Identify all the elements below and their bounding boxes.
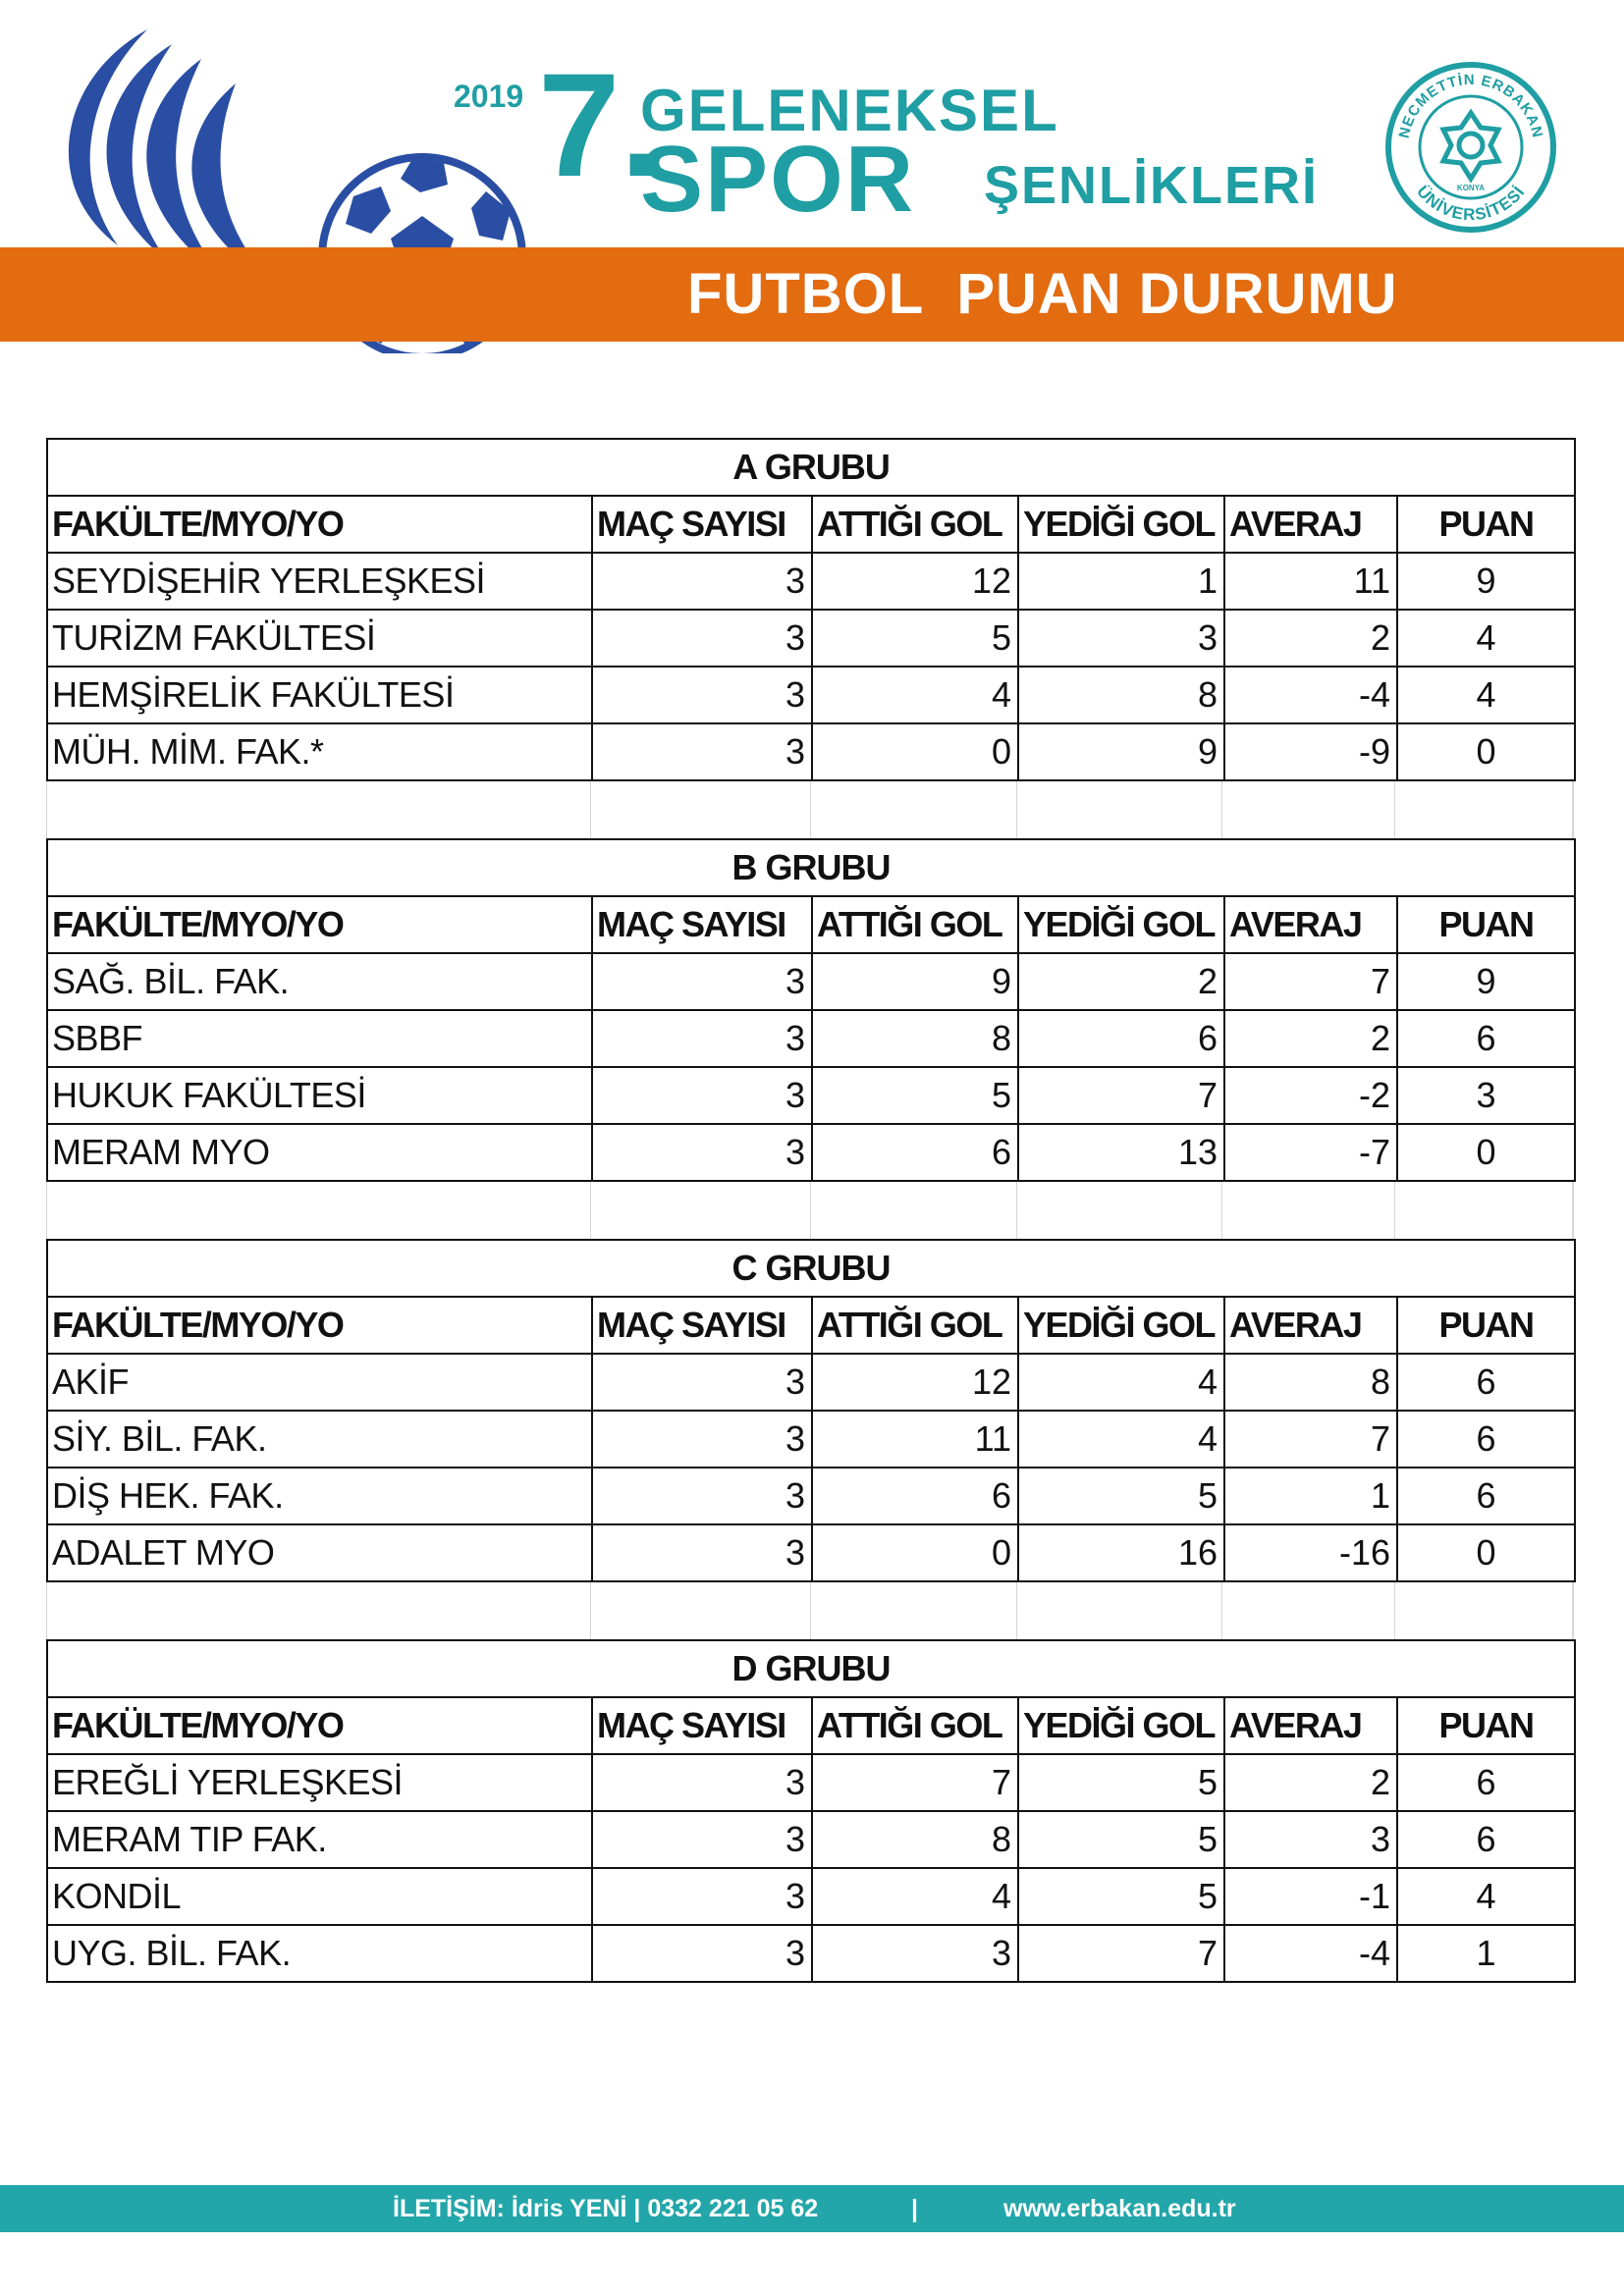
goal-difference: -2 <box>1224 1067 1397 1124</box>
matches-played: 3 <box>592 1010 812 1067</box>
goals-for: 12 <box>812 553 1018 610</box>
header-goals-against: YEDİĞİ GOL <box>1018 1297 1224 1354</box>
team-name: MERAM MYO <box>47 1124 592 1181</box>
spacer-cell <box>591 781 811 838</box>
goals-for: 8 <box>812 1811 1018 1868</box>
team-name: MÜH. MİM. FAK.* <box>47 723 592 780</box>
header-goals-against: YEDİĞİ GOL <box>1018 1697 1224 1754</box>
goal-difference: 3 <box>1224 1811 1397 1868</box>
points: 9 <box>1397 953 1575 1010</box>
table-row <box>47 553 1575 610</box>
goal-difference: 7 <box>1224 953 1397 1010</box>
spacer-cell <box>1222 1582 1395 1639</box>
goal-difference: 8 <box>1224 1354 1397 1411</box>
matches-played: 3 <box>592 953 812 1010</box>
table-row <box>47 953 1575 1010</box>
goal-difference: 7 <box>1224 1411 1397 1468</box>
team-name: TURİZM FAKÜLTESİ <box>47 610 592 667</box>
team-name: KONDİL <box>47 1868 592 1925</box>
goal-difference: -4 <box>1224 667 1397 723</box>
standings-table <box>46 838 1576 1182</box>
team-name: UYG. BİL. FAK. <box>47 1925 592 1982</box>
standings-table <box>46 1239 1576 1582</box>
table-row <box>47 1354 1575 1411</box>
group-c <box>46 1239 1574 1582</box>
header-faculty: FAKÜLTE/MYO/YO <box>47 896 592 953</box>
matches-played: 3 <box>592 1067 812 1124</box>
header-faculty: FAKÜLTE/MYO/YO <box>47 1697 592 1754</box>
points: 9 <box>1397 553 1575 610</box>
points: 4 <box>1397 667 1575 723</box>
spacer-cell <box>47 1582 591 1639</box>
title-line2: SPOR <box>640 127 916 232</box>
contact-info: İLETİŞİM: İdris YENİ | 0332 221 05 62 <box>393 2195 819 2222</box>
header-goals-against: YEDİĞİ GOL <box>1018 896 1224 953</box>
header-goal-diff: AVERAJ <box>1224 1297 1397 1354</box>
table-row <box>47 1067 1575 1124</box>
points: 6 <box>1397 1811 1575 1868</box>
table-row <box>47 1010 1575 1067</box>
header-points: PUAN <box>1397 896 1575 953</box>
matches-played: 3 <box>592 667 812 723</box>
spacer-cell <box>1222 781 1395 838</box>
table-row <box>47 1868 1575 1925</box>
matches-played: 3 <box>592 1411 812 1468</box>
points: 6 <box>1397 1354 1575 1411</box>
goal-difference: 1 <box>1224 1468 1397 1524</box>
header-matches: MAÇ SAYISI <box>592 1297 812 1354</box>
title-year: 2019 <box>454 79 524 114</box>
table-row <box>47 1124 1575 1181</box>
svg-text:KONYA: KONYA <box>1456 184 1486 192</box>
goal-difference: 11 <box>1224 553 1397 610</box>
group-title-row <box>47 1240 1575 1297</box>
website-link[interactable]: www.erbakan.edu.tr <box>1003 2195 1236 2222</box>
matches-played: 3 <box>592 1354 812 1411</box>
header-goals-for: ATTIĞI GOL <box>812 1297 1018 1354</box>
goals-against: 8 <box>1018 667 1224 723</box>
header-matches: MAÇ SAYISI <box>592 1697 812 1754</box>
goals-for: 6 <box>812 1124 1018 1181</box>
team-name: ADALET MYO <box>47 1524 592 1581</box>
matches-played: 3 <box>592 1524 812 1581</box>
table-row <box>47 667 1575 723</box>
goals-for: 3 <box>812 1925 1018 1982</box>
team-name: MERAM TIP FAK. <box>47 1811 592 1868</box>
matches-played: 3 <box>592 1754 812 1811</box>
goals-for: 4 <box>812 667 1018 723</box>
points: 6 <box>1397 1411 1575 1468</box>
spacer-cell <box>811 781 1017 838</box>
goals-for: 0 <box>812 723 1018 780</box>
page-title: FUTBOL PUAN DURUMU <box>687 262 1398 326</box>
group-b <box>46 838 1574 1182</box>
goals-against: 7 <box>1018 1067 1224 1124</box>
team-name: SİY. BİL. FAK. <box>47 1411 592 1468</box>
points: 0 <box>1397 1124 1575 1181</box>
header-faculty: FAKÜLTE/MYO/YO <box>47 496 592 553</box>
group-spacer <box>46 781 1574 838</box>
matches-played: 3 <box>592 610 812 667</box>
goals-against: 5 <box>1018 1754 1224 1811</box>
standings-table <box>46 438 1576 781</box>
column-header-row <box>47 1697 1575 1754</box>
goals-against: 7 <box>1018 1925 1224 1982</box>
header-matches: MAÇ SAYISI <box>592 896 812 953</box>
matches-played: 3 <box>592 723 812 780</box>
goal-difference: -4 <box>1224 1925 1397 1982</box>
header-goal-diff: AVERAJ <box>1224 496 1397 553</box>
matches-played: 3 <box>592 1124 812 1181</box>
header-matches: MAÇ SAYISI <box>592 496 812 553</box>
title-edition: 7. <box>538 42 662 207</box>
matches-played: 3 <box>592 1468 812 1524</box>
table-row <box>47 1524 1575 1581</box>
header-points: PUAN <box>1397 1297 1575 1354</box>
goals-against: 4 <box>1018 1354 1224 1411</box>
goals-for: 5 <box>812 1067 1018 1124</box>
goals-for: 7 <box>812 1754 1018 1811</box>
table-row <box>47 1925 1575 1982</box>
group-spacer <box>46 1182 1574 1239</box>
university-seal-logo <box>1382 59 1559 236</box>
standings-tables <box>46 438 1574 1983</box>
matches-played: 3 <box>592 1925 812 1982</box>
goals-against: 9 <box>1018 723 1224 780</box>
title-line1: GELENEKSEL <box>640 78 1059 143</box>
goals-for: 5 <box>812 610 1018 667</box>
spacer-cell <box>1017 781 1223 838</box>
team-name: SAĞ. BİL. FAK. <box>47 953 592 1010</box>
header-goal-diff: AVERAJ <box>1224 896 1397 953</box>
table-row <box>47 1468 1575 1524</box>
goals-for: 9 <box>812 953 1018 1010</box>
column-header-row <box>47 1297 1575 1354</box>
goal-difference: 2 <box>1224 610 1397 667</box>
group-spacer <box>46 1582 1574 1639</box>
header-goals-for: ATTIĞI GOL <box>812 496 1018 553</box>
goals-against: 5 <box>1018 1811 1224 1868</box>
spacer-cell <box>1017 1582 1223 1639</box>
group-title: D GRUBU <box>47 1640 1575 1697</box>
goal-difference: -1 <box>1224 1868 1397 1925</box>
standings-table <box>46 1639 1576 1983</box>
spacer-cell <box>1017 1182 1223 1239</box>
table-row <box>47 610 1575 667</box>
goals-against: 5 <box>1018 1468 1224 1524</box>
team-name: AKİF <box>47 1354 592 1411</box>
title-line3: ŞENLİKLERİ <box>984 156 1320 215</box>
matches-played: 3 <box>592 1868 812 1925</box>
svg-text:NECMETTİN ERBAKAN: NECMETTİN ERBAKAN <box>1395 71 1546 140</box>
column-header-row <box>47 896 1575 953</box>
svg-text:ÜNİVERSİTESİ: ÜNİVERSİTESİ <box>1413 182 1529 225</box>
table-row <box>47 1754 1575 1811</box>
matches-played: 3 <box>592 1811 812 1868</box>
points: 1 <box>1397 1925 1575 1982</box>
points: 6 <box>1397 1754 1575 1811</box>
team-name: SEYDİŞEHİR YERLEŞKESİ <box>47 553 592 610</box>
goals-for: 8 <box>812 1010 1018 1067</box>
goal-difference: 2 <box>1224 1754 1397 1811</box>
table-row <box>47 723 1575 780</box>
points: 3 <box>1397 1067 1575 1124</box>
goals-against: 5 <box>1018 1868 1224 1925</box>
group-title: C GRUBU <box>47 1240 1575 1297</box>
spacer-cell <box>811 1582 1017 1639</box>
goal-difference: -7 <box>1224 1124 1397 1181</box>
group-title-row <box>47 839 1575 896</box>
header-goals-for: ATTIĞI GOL <box>812 896 1018 953</box>
points: 0 <box>1397 723 1575 780</box>
goals-for: 4 <box>812 1868 1018 1925</box>
spacer-cell <box>1395 1182 1573 1239</box>
header-goals-against: YEDİĞİ GOL <box>1018 496 1224 553</box>
group-d <box>46 1639 1574 1983</box>
group-title: A GRUBU <box>47 439 1575 496</box>
goals-for: 11 <box>812 1411 1018 1468</box>
footer-separator: | <box>911 2195 918 2222</box>
group-title-row <box>47 1640 1575 1697</box>
header-points: PUAN <box>1397 496 1575 553</box>
goals-against: 13 <box>1018 1124 1224 1181</box>
header-goals-for: ATTIĞI GOL <box>812 1697 1018 1754</box>
goal-difference: 2 <box>1224 1010 1397 1067</box>
column-header-row <box>47 496 1575 553</box>
goals-for: 0 <box>812 1524 1018 1581</box>
team-name: EREĞLİ YERLEŞKESİ <box>47 1754 592 1811</box>
team-name: DİŞ HEK. FAK. <box>47 1468 592 1524</box>
points: 0 <box>1397 1524 1575 1581</box>
points: 4 <box>1397 1868 1575 1925</box>
points: 6 <box>1397 1468 1575 1524</box>
header-points: PUAN <box>1397 1697 1575 1754</box>
header-goal-diff: AVERAJ <box>1224 1697 1397 1754</box>
goals-against: 16 <box>1018 1524 1224 1581</box>
goals-for: 12 <box>812 1354 1018 1411</box>
spacer-cell <box>47 1182 591 1239</box>
goals-against: 3 <box>1018 610 1224 667</box>
goals-against: 2 <box>1018 953 1224 1010</box>
goals-against: 4 <box>1018 1411 1224 1468</box>
goals-against: 6 <box>1018 1010 1224 1067</box>
page-header <box>0 0 1624 353</box>
goals-against: 1 <box>1018 553 1224 610</box>
team-name: HEMŞİRELİK FAKÜLTESİ <box>47 667 592 723</box>
goals-for: 6 <box>812 1468 1018 1524</box>
points: 6 <box>1397 1010 1575 1067</box>
team-name: HUKUK FAKÜLTESİ <box>47 1067 592 1124</box>
group-title: B GRUBU <box>47 839 1575 896</box>
goal-difference: -9 <box>1224 723 1397 780</box>
spacer-cell <box>591 1582 811 1639</box>
spacer-cell <box>1395 781 1573 838</box>
spacer-cell <box>1222 1182 1395 1239</box>
page-footer <box>0 2185 1624 2232</box>
goal-difference: -16 <box>1224 1524 1397 1581</box>
table-row <box>47 1411 1575 1468</box>
spacer-cell <box>591 1182 811 1239</box>
spacer-cell <box>47 781 591 838</box>
group-a <box>46 438 1574 781</box>
spacer-cell <box>811 1182 1017 1239</box>
matches-played: 3 <box>592 553 812 610</box>
points: 4 <box>1397 610 1575 667</box>
team-name: SBBF <box>47 1010 592 1067</box>
header-faculty: FAKÜLTE/MYO/YO <box>47 1297 592 1354</box>
spacer-cell <box>1395 1582 1573 1639</box>
group-title-row <box>47 439 1575 496</box>
table-row <box>47 1811 1575 1868</box>
